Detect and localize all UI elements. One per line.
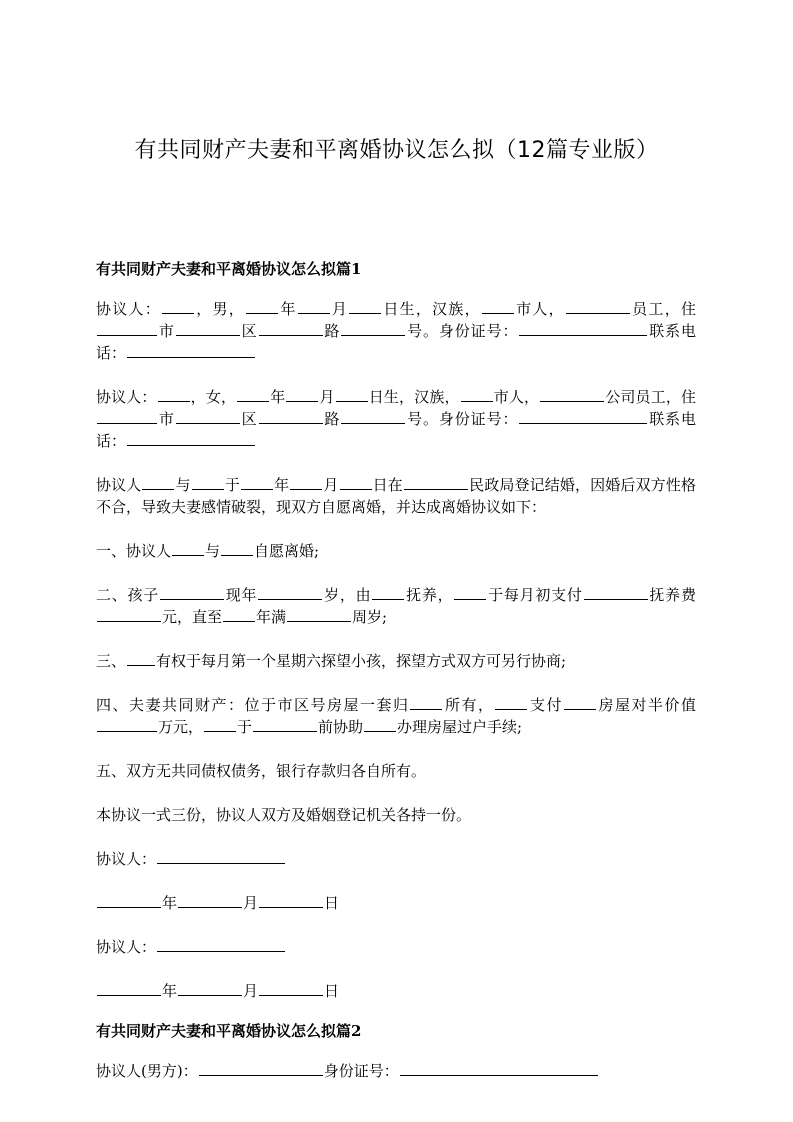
signature-field[interactable]: [157, 848, 285, 864]
blank-field[interactable]: [298, 298, 330, 314]
blank-field[interactable]: [349, 298, 381, 314]
signature-line-2: 协议人：: [96, 936, 696, 958]
blank-field[interactable]: [495, 694, 527, 710]
blank-field[interactable]: [176, 408, 240, 424]
clause-5: 五、双方无共同债权债务，银行存款归各自所有。: [96, 762, 427, 780]
blank-field[interactable]: [192, 474, 224, 490]
blank-field[interactable]: [160, 584, 224, 600]
blank-field[interactable]: [172, 540, 204, 556]
blank-field[interactable]: [176, 320, 240, 336]
blank-field[interactable]: [364, 716, 396, 732]
blank-field[interactable]: [410, 694, 442, 710]
section-heading-1: 有共同财产夫妻和平离婚协议怎么拟篇1: [96, 260, 362, 278]
blank-field[interactable]: [241, 474, 273, 490]
blank-field[interactable]: [199, 1060, 323, 1076]
date-field[interactable]: [259, 980, 323, 996]
blank-field[interactable]: [519, 408, 647, 424]
blank-field[interactable]: [127, 342, 255, 358]
blank-field[interactable]: [142, 474, 174, 490]
blank-field[interactable]: [290, 474, 322, 490]
clause-2: 二、孩子 现年 岁，由 抚养， 于每月初支付 抚养费元，直至 年满 周岁;: [96, 586, 696, 626]
document-body: [96, 258, 696, 1104]
blank-field[interactable]: [566, 298, 630, 314]
clause-4: 四、夫妻共同财产：位于市区号房屋一套归 所有， 支付 房屋对半价值万元， 于 前协助 办理房屋过户手续;: [96, 696, 696, 736]
signature-line-1: 协议人：: [96, 848, 696, 870]
blank-field[interactable]: [246, 298, 278, 314]
paragraph-party-male: 协议人： ，男， 年 月 日生，汉族， 市人， 员工，住市 区 路 号。身份证号： 联系电话：: [96, 300, 696, 362]
blank-field[interactable]: [287, 606, 351, 622]
blank-field[interactable]: [286, 386, 318, 402]
blank-field[interactable]: [204, 716, 236, 732]
blank-field[interactable]: [158, 386, 190, 402]
document-title: 有共同财产夫妻和平离婚协议怎么拟（12篇专业版）: [134, 138, 659, 163]
signature-field[interactable]: [157, 936, 285, 952]
blank-field[interactable]: [461, 386, 493, 402]
clause-1: 一、协议人 与 自愿离婚;: [96, 542, 320, 560]
blank-field[interactable]: [400, 1060, 598, 1076]
blank-field[interactable]: [340, 474, 372, 490]
date-field[interactable]: [259, 892, 323, 908]
copies-statement: 本协议一式三份，协议人双方及婚姻登记机关各持一份。: [96, 806, 472, 824]
section-heading-2: 有共同财产夫妻和平离婚协议怎么拟篇2: [96, 1022, 362, 1040]
date-line-1: 年 月 日: [96, 892, 696, 914]
paragraph-party-female: 协议人： ，女， 年 月 日生，汉族， 市人， 公司员工，住市 区 路 号。身份证号： 联系电话：: [96, 388, 696, 450]
blank-field[interactable]: [482, 298, 514, 314]
date-field[interactable]: [97, 892, 161, 908]
blank-field[interactable]: [253, 716, 317, 732]
blank-field[interactable]: [258, 584, 322, 600]
date-field[interactable]: [178, 892, 242, 908]
blank-field[interactable]: [97, 320, 157, 336]
blank-field[interactable]: [584, 584, 648, 600]
blank-field[interactable]: [259, 408, 323, 424]
blank-field[interactable]: [97, 408, 157, 424]
blank-field[interactable]: [540, 386, 604, 402]
blank-field[interactable]: [237, 386, 269, 402]
blank-field[interactable]: [336, 386, 368, 402]
date-line-2: 年 月 日: [96, 980, 696, 1002]
blank-field[interactable]: [223, 606, 255, 622]
blank-field[interactable]: [127, 430, 255, 446]
paragraph-marriage-info: 协议人 与 于 年 月 日在 民政局登记结婚，因婚后双方性格不合，导致夫妻感情破裂，现双方自愿离婚，并达成离婚协议如下：: [96, 476, 696, 516]
blank-field[interactable]: [519, 320, 647, 336]
blank-field[interactable]: [454, 584, 486, 600]
blank-field[interactable]: [221, 540, 253, 556]
blank-field[interactable]: [162, 298, 194, 314]
blank-field[interactable]: [97, 606, 161, 622]
blank-field[interactable]: [341, 408, 405, 424]
blank-field[interactable]: [259, 320, 323, 336]
blank-field[interactable]: [127, 650, 155, 666]
date-field[interactable]: [178, 980, 242, 996]
blank-field[interactable]: [404, 474, 468, 490]
blank-field[interactable]: [564, 694, 596, 710]
paragraph-party-male-2: 协议人(男方)： 身份证号：: [96, 1060, 696, 1082]
blank-field[interactable]: [97, 716, 157, 732]
blank-field[interactable]: [372, 584, 404, 600]
blank-field[interactable]: [341, 320, 405, 336]
clause-3: 三、 有权于每月第一个星期六探望小孩，探望方式双方可另行协商;: [96, 652, 567, 670]
date-field[interactable]: [97, 980, 161, 996]
